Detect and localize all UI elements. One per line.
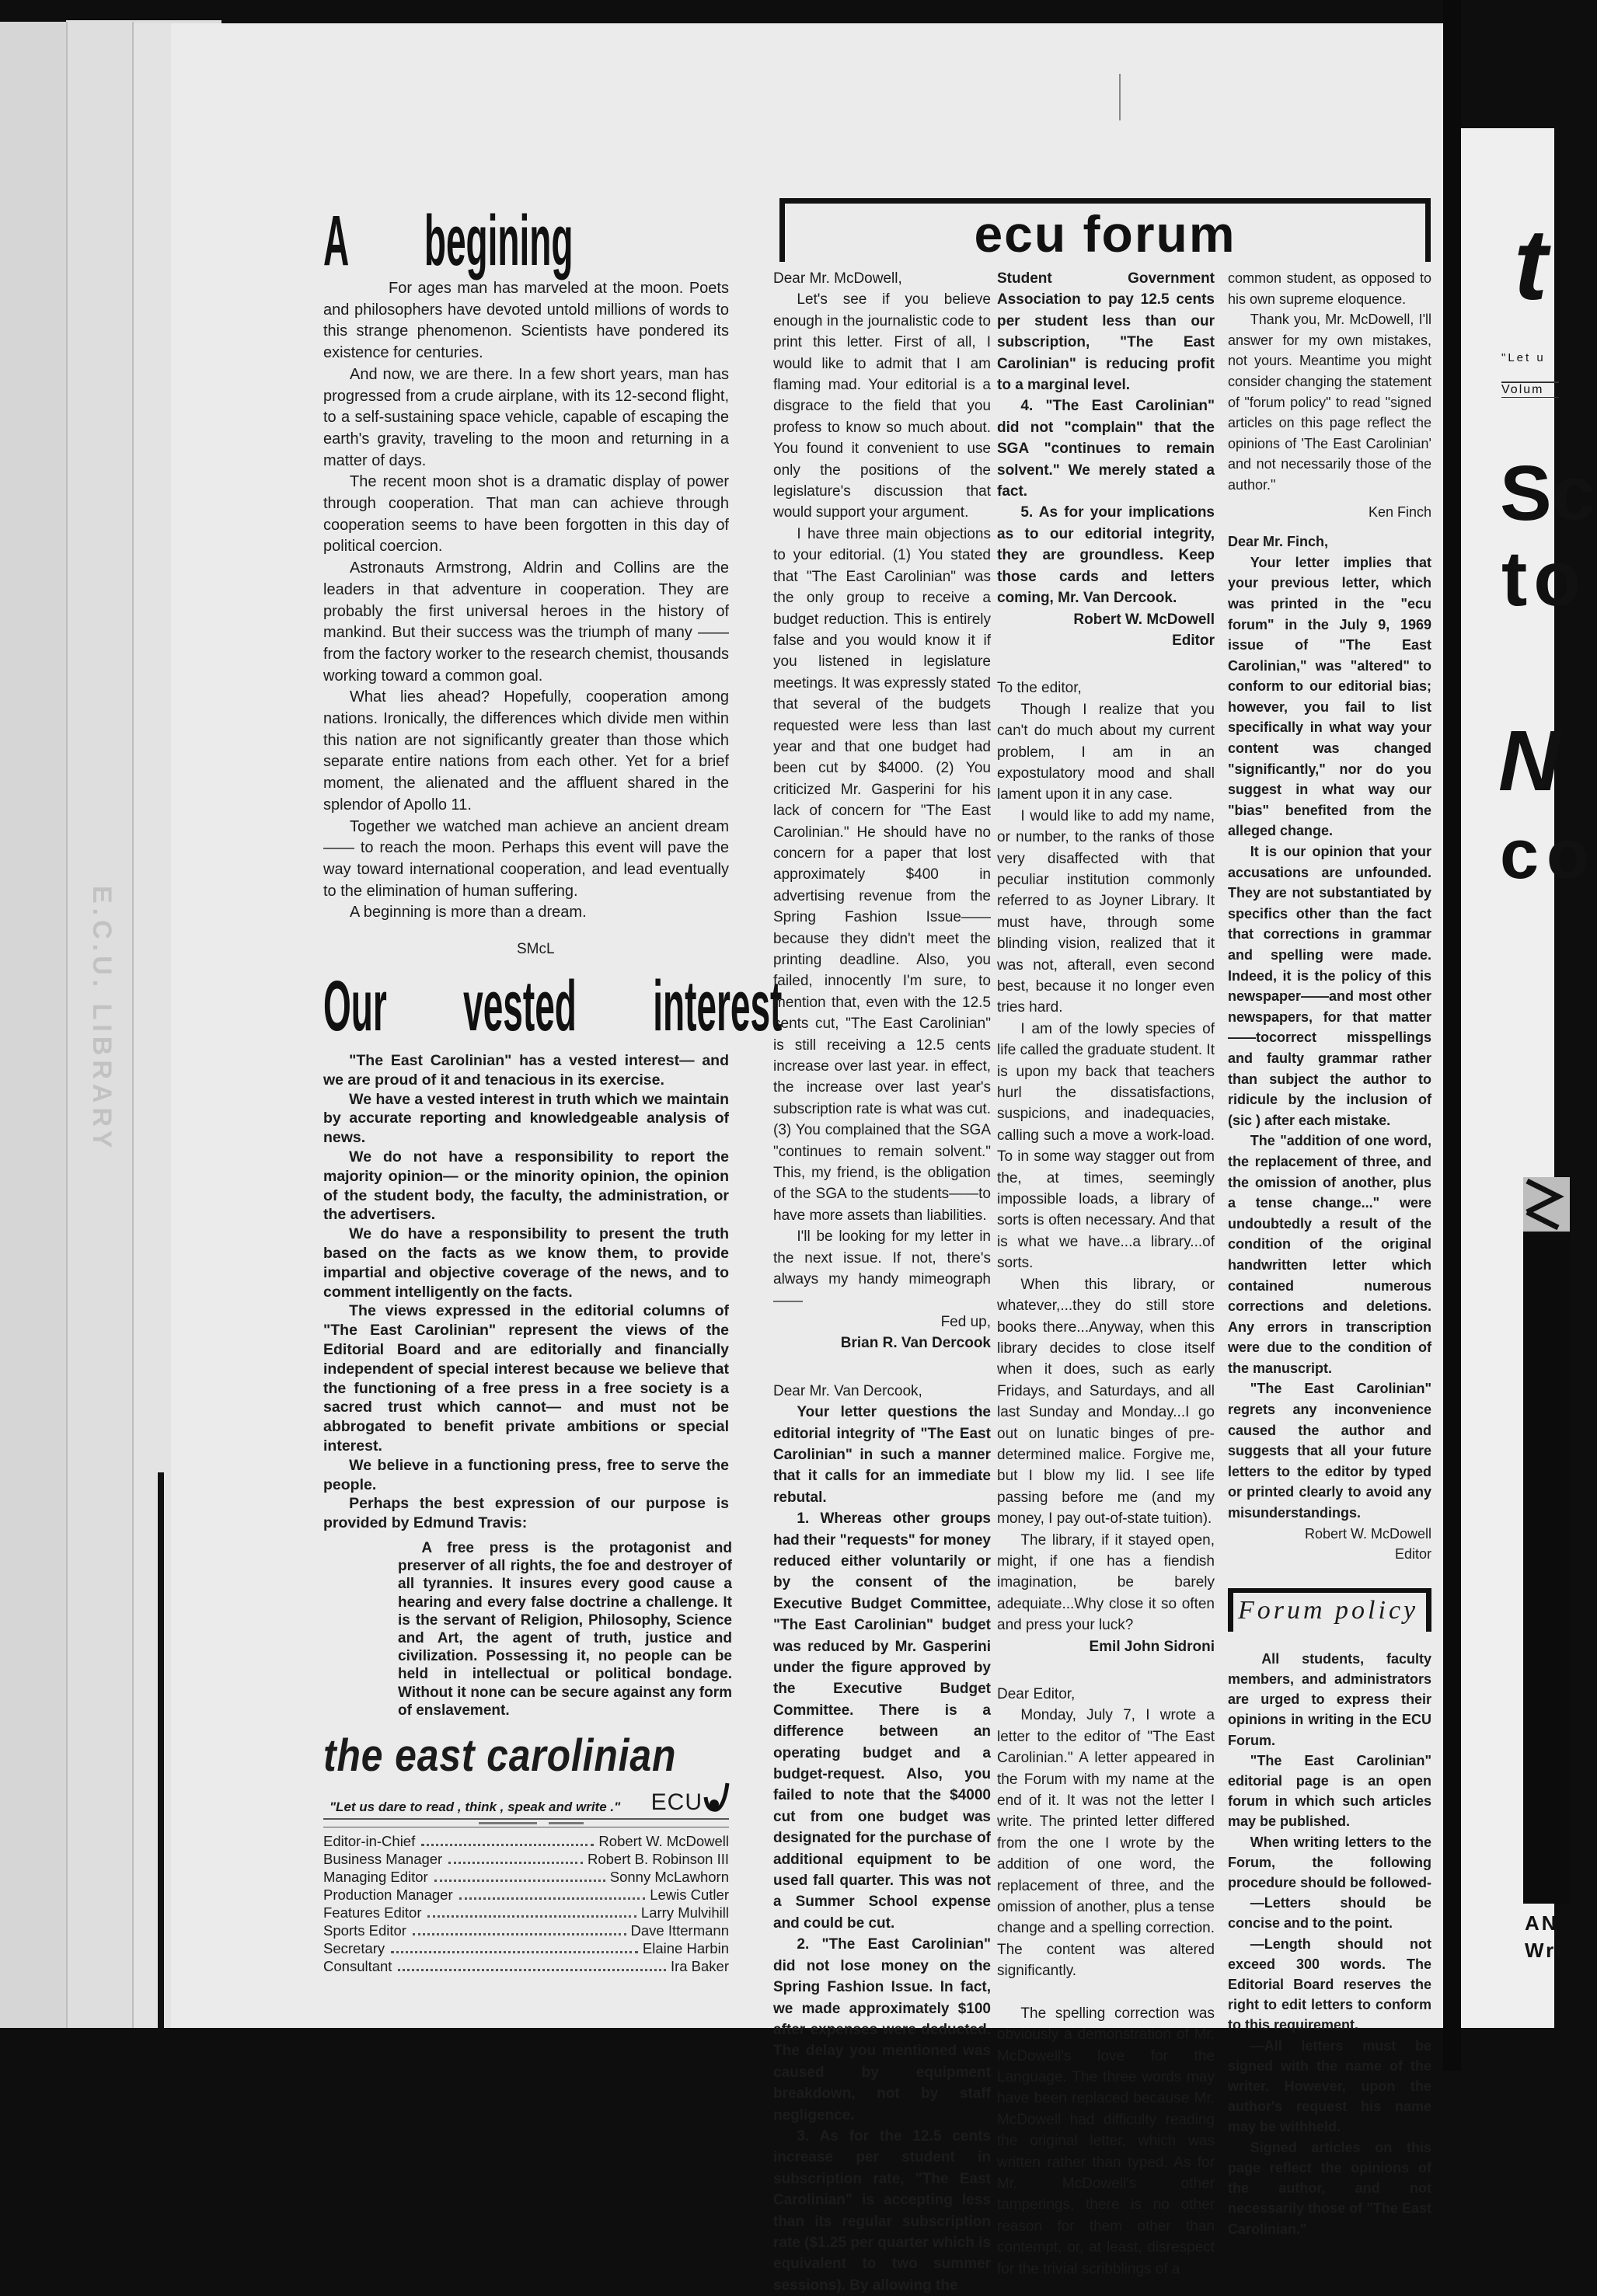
staff-role: Production Manager — [323, 1887, 453, 1904]
staff-role: Secretary — [323, 1940, 385, 1957]
letter-signature: Robert W. McDowell — [1304, 1525, 1431, 1542]
paragraph: The recent moon shot is a dramatic display of power through cooperation. That man can achieve through cooperation seems to have been forgotten in this day of political coercion. — [323, 473, 729, 556]
dot-leader — [448, 1862, 583, 1864]
photo-caption: AN — [1525, 1911, 1559, 1935]
letter-signature: Editor — [1172, 632, 1215, 649]
forum-policy-body — [1228, 1649, 1431, 2239]
forum-header-box — [779, 198, 1431, 262]
paragraph: —Letters should be concise and to the point. — [1228, 1895, 1431, 1932]
letter-salutation: Dear Mr. Van Dercook, — [773, 1382, 922, 1399]
headline: Sc — [1500, 450, 1595, 537]
paragraph: Though I realize that you can't do much about my current problem, I am in an expostulatory mood and shall lament upon it in any case. — [997, 701, 1215, 803]
photo-caption: Wri — [1525, 1939, 1564, 1962]
photo-highlight — [1523, 1177, 1570, 1232]
ecu-logo — [651, 1780, 729, 1816]
paragraph: 5. As for your implications as to our editorial integrity, they are groundless. Keep those cards and letters coming, Mr. Van Dercook. — [997, 504, 1215, 607]
dot-leader — [427, 1915, 636, 1918]
page-edge — [66, 22, 68, 2028]
paragraph: Student Government Association to pay 12.5 cents per student less than our subscription, "The East Carolinian" is reducing profit to a marginal level. — [997, 270, 1215, 394]
paragraph: I would like to add my name, or number, to the ranks of those very disaffected with that peculiar institution commonly referred to as Joyner Library. It must have, through some blinding vision, realized that it was not, afterall, even second best, because it no longer even tries hard. — [997, 807, 1215, 1016]
ecu-logo-text: ECU — [650, 1789, 703, 1816]
paragraph: Monday, July 7, I wrote a letter to the editor of "The East Carolinian." A letter appeared in the Forum with my name at the end of it. It was not the letter I write. The printed letter differed from the one I wrote by the addition of one word, the replacement of three, and the omission of another, plus a tense change and a spelling correction. The content was altered significantly. — [997, 1707, 1215, 1980]
page-edge — [132, 22, 134, 2028]
dot-leader — [421, 1844, 594, 1846]
forum-policy-box — [1228, 1588, 1431, 1632]
paragraph: We do have a responsibility to present the truth based on the facts as we know them, to provide impartial and objective coverage of the news, and to comment intelligently on the facts. — [323, 1225, 729, 1301]
forum-column-2 — [997, 268, 1215, 2280]
paragraph: I'll be looking for my letter in the next issue. If not, there's always my handy mimeograph—— — [773, 1228, 991, 1309]
paragraph: Thank you, Mr. McDowell, I'll answer for my own mistakes, not yours. Meantime you might consider changing the statement of "forum policy" to read "signed articles on this page reflect the opinions of 'The East Carolinian' and not necessarily those of the author." — [1228, 312, 1431, 493]
staff-row — [323, 1939, 729, 1957]
paragraph: 1. Whereas other groups had their "requests" for money reduced either voluntarily or by the consent of the Executive Budget Committee, "The East Carolinian" budget was reduced by Mr. Gasperini under the figure approved by the Executive Budget Committee. There is a difference between an operating budget and a budget-request. Also, you failed to note that the $4000 cut from one budget was designated for the purchase of additional equipment to be used fall quarter. This was not a Summer School expense and could be cut. — [773, 1510, 991, 1932]
staff-name: Robert B. Robinson III — [587, 1851, 729, 1868]
paragraph: And now, we are there. In a few short years, man has progressed from a crude airplane, with its 12-second flight, to a self-sustaining space vehicle, capable of escaping the earth's gravity, traveling to the moon and returning in a matter of days. — [323, 365, 729, 469]
paragraph: All students, faculty members, and administrators are urged to express their opinions in writing in the ECU Forum. — [1228, 1650, 1431, 1748]
staff-name: Lewis Cutler — [650, 1887, 729, 1904]
forum-title: ecu forum — [974, 205, 1236, 263]
paragraph: Perhaps the best expression of our purpose is provided by Edmund Travis: — [323, 1495, 729, 1532]
staff-role: Consultant — [323, 1958, 392, 1975]
staff-name: Ira Baker — [670, 1958, 729, 1975]
photo — [1523, 1177, 1570, 1904]
library-stamp: E.C.U. LIBRARY — [87, 886, 117, 1153]
dot-leader — [413, 1933, 626, 1935]
staff-name: Elaine Harbin — [642, 1940, 729, 1957]
paragraph: 4. "The East Carolinian" did not "complain" that the SGA "continues to remain solvent." We merely stated a fact. — [997, 398, 1215, 500]
paragraph: Your letter questions the editorial integrity of "The East Carolinian" in such a manner that it calls for an immediate rebutal. — [773, 1404, 991, 1506]
staff-role: Editor-in-Chief — [323, 1833, 416, 1850]
paragraph: —All letters must be signed with the name of the writer. However, upon the author's request his name may be withheld. — [1228, 2037, 1431, 2135]
paragraph: The library, if it stayed open, might, if one has a fiendish imagination, be barely adequiate...Why close it so often and press your luck? — [997, 1531, 1215, 1634]
dot-leader — [434, 1880, 605, 1882]
paragraph: For ages man has marveled at the moon. Poets and philosophers have devoted untold millions of words to this strange phenomenon. Scientists have pondered its existence for centuries. — [323, 280, 729, 362]
letter-salutation: Dear Mr. Finch, — [1228, 534, 1329, 550]
paragraph: The views expressed in the editorial columns of "The East Carolinian" represent the views of the Editorial Board and are editorially and financially independent of special interest because we believe that the functioning of a free press in a free society is a sacred trust which cannot— and must not be abbrogated to benefit private ambitions or special interest. — [323, 1302, 729, 1455]
paragraph: common student, as opposed to his own supreme eloquence. — [1228, 270, 1431, 307]
editorial-body — [323, 1051, 729, 1533]
staff-name: Robert W. McDowell — [598, 1833, 729, 1850]
next-page-title: t — [1514, 207, 1548, 321]
margin-rule — [158, 1472, 164, 2028]
paragraph: "The East Carolinian" regrets any inconvenience caused the author and suggests that all your future letters to the editor by typed or printed clearly to avoid any misunderstandings. — [1228, 1381, 1431, 1521]
staff-role: Sports Editor — [323, 1922, 406, 1939]
next-page-fragment — [1461, 128, 1597, 2028]
masthead — [323, 1732, 729, 1975]
staff-row — [323, 1921, 729, 1939]
next-page-volume: Volum — [1501, 382, 1559, 398]
paragraph: When this library, or whatever,...they do still store books there...Anyway, when this library decides to close itself when it does, such as early Fridays, and Saturdays, and all last Sunday and Monday...I go out on lunatic binges of pre-determined malice. Forgive me, but I blow my lid. I see life passing before me (and my money, I pay out-of-state tuition). — [997, 1276, 1215, 1528]
letter-salutation: Dear Mr. McDowell, — [773, 270, 902, 287]
editorial-title: A begining — [323, 201, 574, 280]
letter-signature: Editor — [1394, 1546, 1431, 1563]
forum-policy-title: Forum policy — [1238, 1595, 1419, 1625]
page-gutter — [1443, 0, 1461, 2071]
masthead-fineprint — [323, 1822, 729, 1824]
editorial-title: Our vested interest — [323, 967, 783, 1047]
letter-signature: Fed up, — [940, 1313, 991, 1330]
paragraph: What lies ahead? Hopefully, cooperation among nations. Ironically, the differences which divide men within this nation are not significantly greater than those which separate entire nations from each other. Yet for a brief moment, the alienated and the affluent shared in the splendor of Apollo 11. — [323, 688, 729, 814]
staff-role: Managing Editor — [323, 1869, 428, 1886]
forum-column-1 — [773, 268, 991, 2296]
paragraph: 2. "The East Carolinian" did not lose money on the Spring Fashion Issue. In fact, we made approximately $100 after expenses were deducted. The delay you mentioned was caused by equipment breakdown, not by staff negligence. — [773, 1936, 991, 2124]
paragraph: I am of the lowly species of life called the graduate student. It is upon my back that teachers hurl the dissatisfactions, suspicions, and inadequacies, calling such a move a work-load. To in some way stagger out from the, at times, seemingly impossible loads, a library of sorts is often necessary. And that is what we have...a library...of sorts. — [997, 1020, 1215, 1272]
staff-role: Features Editor — [323, 1904, 422, 1921]
editorial-title-wrap — [323, 967, 783, 1047]
staff-row — [323, 1957, 729, 1975]
staff-row — [323, 1868, 729, 1886]
fold-mark — [1119, 74, 1121, 120]
editorial-body — [323, 278, 729, 924]
editor-reply — [773, 1402, 991, 2296]
next-page-motto: "Let u — [1501, 351, 1546, 364]
paragraph: When writing letters to the Forum, the following procedure should be followed- — [1228, 1834, 1432, 1891]
dot-leader — [398, 1969, 665, 1971]
editorial-signature: SMcL — [517, 941, 555, 958]
masthead-rule — [323, 1818, 729, 1820]
masthead-row — [323, 1780, 729, 1816]
letter-signature: Ken Finch — [1368, 503, 1431, 520]
editor-reply — [997, 268, 1215, 651]
staff-role: Business Manager — [323, 1851, 443, 1868]
paragraph: Astronauts Armstrong, Aldrin and Collins are the leaders in that adventure in cooperation. They are probably the first universal heroes in the history of mankind. But their success was the triumph of many —— from the factory worker to the research chemist, thousands working toward a common goal. — [323, 559, 729, 685]
forum-column-3 — [1228, 268, 1431, 2239]
headline: co — [1500, 816, 1597, 894]
block-quote: A free press is the protagonist and preserver of all rights, the foe and destroyer of all tyrannies. It insures every good cause a hearing and every false doctrine a challenge. It is the servant of Religion, Philosophy, Science and Art, the agent of truth, justice and civilization. Possessing it, no people can be held in intellectual or political bondage. Without it none can be secure against any form of enslavement. — [398, 1540, 732, 1719]
paragraph: 3. As for the 12.5 cents increase per student in subscription rate, "The East Carolinian" is accepting less than its regular subscription rate ($1.25 per quarter which is equivalent to two summer sessions). By allowing the — [773, 2127, 991, 2294]
staff-row — [323, 1832, 729, 1850]
paragraph: The "addition of one word, the replacement of three, and the omission of another, plus a tense change..." were undoubtedly a result of the condition of the original handwritten letter which contained numerous corrections and deletions. Any errors in transcription were due to the condition of the manuscript. — [1228, 1133, 1431, 1376]
paragraph: "The East Carolinian" has a vested interest— and we are proud of it and tenacious in its exercise. — [323, 1052, 729, 1089]
staff-name: Larry Mulvihill — [640, 1904, 729, 1921]
paragraph: The spelling correction was obviously a demonstration of Mr. McDowell's love for the Language. The three words may have been replaced because Mr. McDowell had difficulty reading the original letter, which was written rather than typed. As for Mr. McDowell's other tamperings, there is no other reason for them other than contempt, or, at least, disrespect for the trivial scribblings of a — [997, 2005, 1215, 2277]
paragraph: Signed articles on this page reflect the opinions of the author, and not necessarily those of "The East Carolinian." — [1228, 2139, 1431, 2237]
paragraph: We do not have a responsibility to report the majority opinion— or the minority opinion, the opinion of the student body, the faculty, the administration, or the advertisers. — [323, 1148, 729, 1224]
paragraph: We believe in a functioning press, free to serve the people. — [323, 1456, 729, 1493]
staff-row — [323, 1886, 729, 1904]
staff-name: Sonny McLawhorn — [609, 1869, 729, 1886]
paragraph: "The East Carolinian" editorial page is an open forum in which such articles may be published. — [1228, 1752, 1431, 1830]
dot-leader — [391, 1951, 638, 1953]
staff-row — [323, 1850, 729, 1868]
staff-list — [323, 1832, 729, 1975]
masthead-motto: "Let us dare to read , think , speak and write ." — [330, 1800, 621, 1815]
headline: to — [1501, 535, 1588, 622]
letter-salutation: To the editor, — [997, 680, 1082, 697]
letter-signature: Emil John Sidroni — [1089, 1638, 1215, 1655]
letter-signature: Robert W. McDowell — [1073, 611, 1215, 628]
paragraph: A beginning is more than a dream. — [350, 904, 587, 922]
paragraph: We have a vested interest in truth which we maintain by accurate reporting and knowledgeable analysis of news. — [323, 1090, 729, 1147]
staff-name: Dave Ittermann — [630, 1922, 729, 1939]
left-column — [323, 201, 783, 1975]
paragraph: I have three main objections to your editorial. (1) You stated that "The East Carolinian" was the only group to receive a budget reduction. This is entirely false and you would know it if you listened in legislature meetings. It was expressly stated that several of the budgets requested were less than last year and that one budget had been cut by $4000. (2) You criticized Mr. Gasperini for his lack of concern for "The East Carolinian." He should have no concern for a paper that lost approximately $400 in advertising revenue from the Spring Fashion Issue——because they didn't meet the printing deadline. Also, you failed, innocently I'm sure, to mention that, even with the 12.5 cents cut, "The East Carolinian" is still receiving a 12.5 cents increase over last year. in effect, the increase over last year's subscription rate is what was cut. (3) You complained that the SGA "continues to remain solvent." This, my friend, is the obligation of the SGA to the students——to have more assets than liabilities. — [773, 525, 991, 1224]
paragraph: It is our opinion that your accusations are unfounded. They are not substantiated by specifics other than the fact that corrections in grammar and spelling were made. Indeed, it is the policy of this newspaper——and most other newspapers, for that matter——tocorrect misspellings and faulty grammar rather than subject the author to ridicule by the inclusion of (sic ) after each mistake. — [1228, 844, 1431, 1128]
editorial-title-wrap — [323, 201, 729, 280]
paragraph: Your letter implies that your previous letter, which was printed in the "ecu forum" in the July 9, 1969 issue of "The East Carolinian," was "altered" to conform to our editorial bias; however, you fail to list specifically in what way your content was changed "significantly," nor do you suggest in what way our "bias" benefited from the alleged change. — [1228, 554, 1431, 839]
letter-signature: Brian R. Van Dercook — [840, 1335, 991, 1352]
dot-leader — [459, 1897, 646, 1900]
masthead-title: the east carolinian — [323, 1730, 677, 1782]
headline: N — [1498, 713, 1560, 809]
staff-row — [323, 1904, 729, 1921]
editor-reply — [1228, 531, 1431, 1524]
check-mark-icon — [703, 1780, 729, 1816]
paragraph: Together we watched man achieve an ancient dream —— to reach the moon. Perhaps this event will pave the way toward international cooperation, and lead eventually to the elimination of human suffering. — [323, 817, 729, 900]
letter-salutation: Dear Editor, — [997, 1686, 1076, 1702]
paragraph: —Length should not exceed 300 words. The Editorial Board reserves the right to edit letters to conform to this requirement. — [1228, 1935, 1431, 2033]
paragraph: Let's see if you believe enough in the journalistic code to print this letter. First of all, I would like to admit that I am flaming mad. Your editorial is a disgrace to the field that you profess to know so much about. You found it convenient to use only the positions of the legislature's discussion that would support your argument. — [773, 291, 991, 521]
